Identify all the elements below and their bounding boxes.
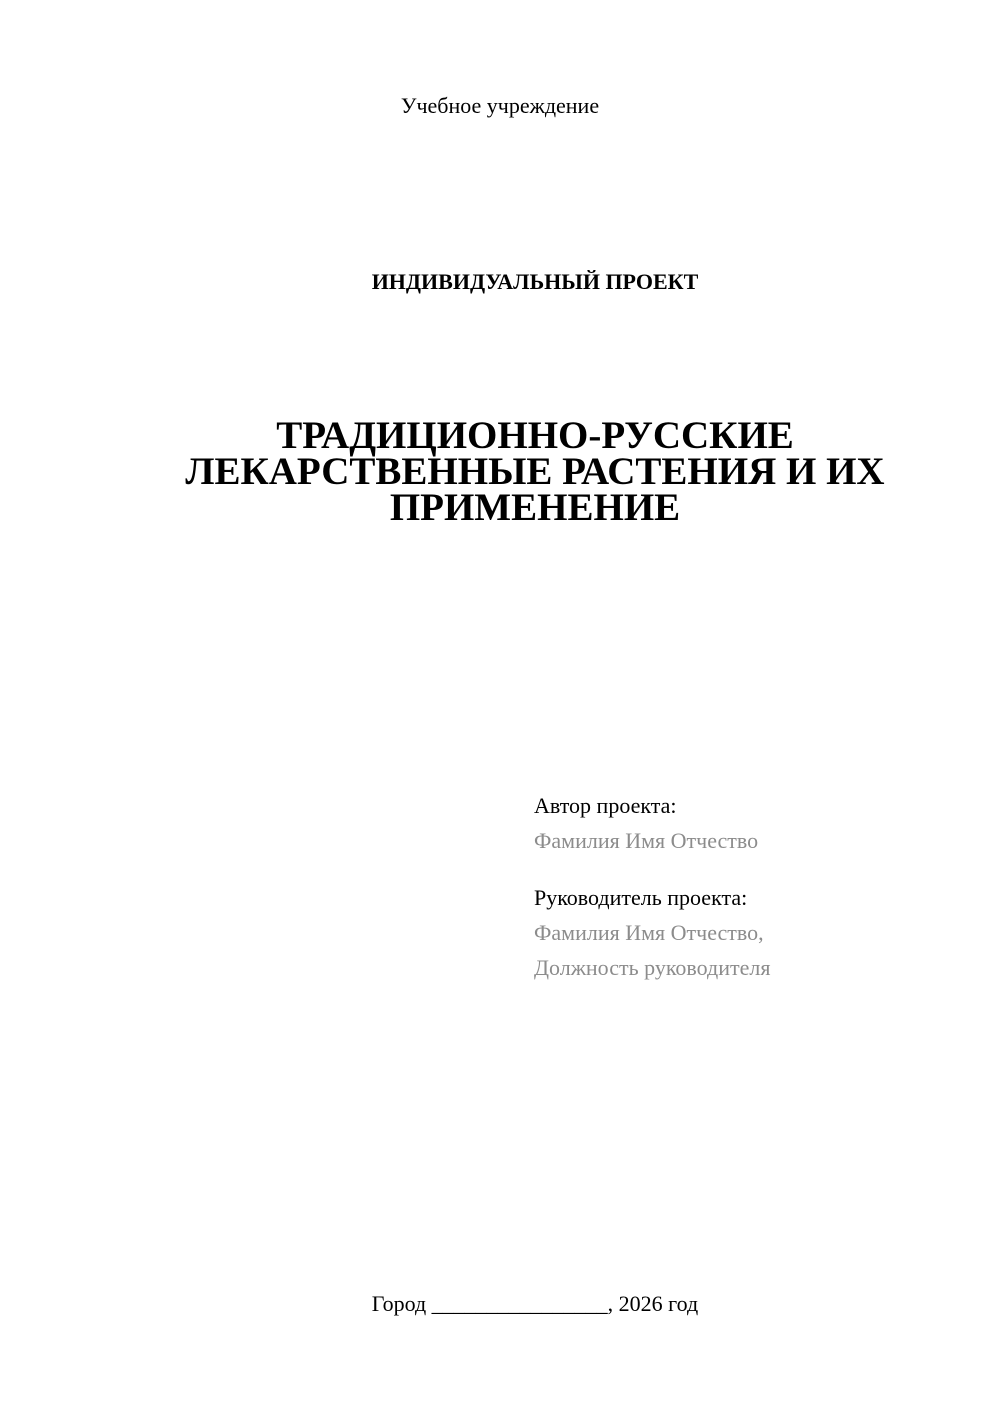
- project-title-line: ТРАДИЦИОННО-РУССКИЕ: [276, 414, 794, 457]
- project-title: [150, 414, 920, 529]
- supervisor-name-placeholder: Фамилия Имя Отчество,: [534, 920, 764, 945]
- supervisor-label: Руководитель проекта:: [534, 885, 748, 910]
- project-info-block: [534, 788, 770, 985]
- institution-name: Учебное учреждение: [400, 93, 600, 118]
- project-type-heading: ИНДИВИДУАЛЬНЫЙ ПРОЕКТ: [371, 269, 699, 294]
- city-year-footer: Город ________________, 2026 год: [371, 1291, 699, 1316]
- project-title-line: ЛЕКАРСТВЕННЫЕ РАСТЕНИЯ И ИХ: [185, 450, 885, 493]
- project-title-line: ПРИМЕНЕНИЕ: [389, 486, 681, 529]
- author-name-placeholder: Фамилия Имя Отчество: [534, 828, 759, 853]
- author-label: Автор проекта:: [534, 793, 677, 818]
- supervisor-position-placeholder: Должность руководителя: [534, 955, 771, 980]
- info-spacer: [534, 858, 770, 880]
